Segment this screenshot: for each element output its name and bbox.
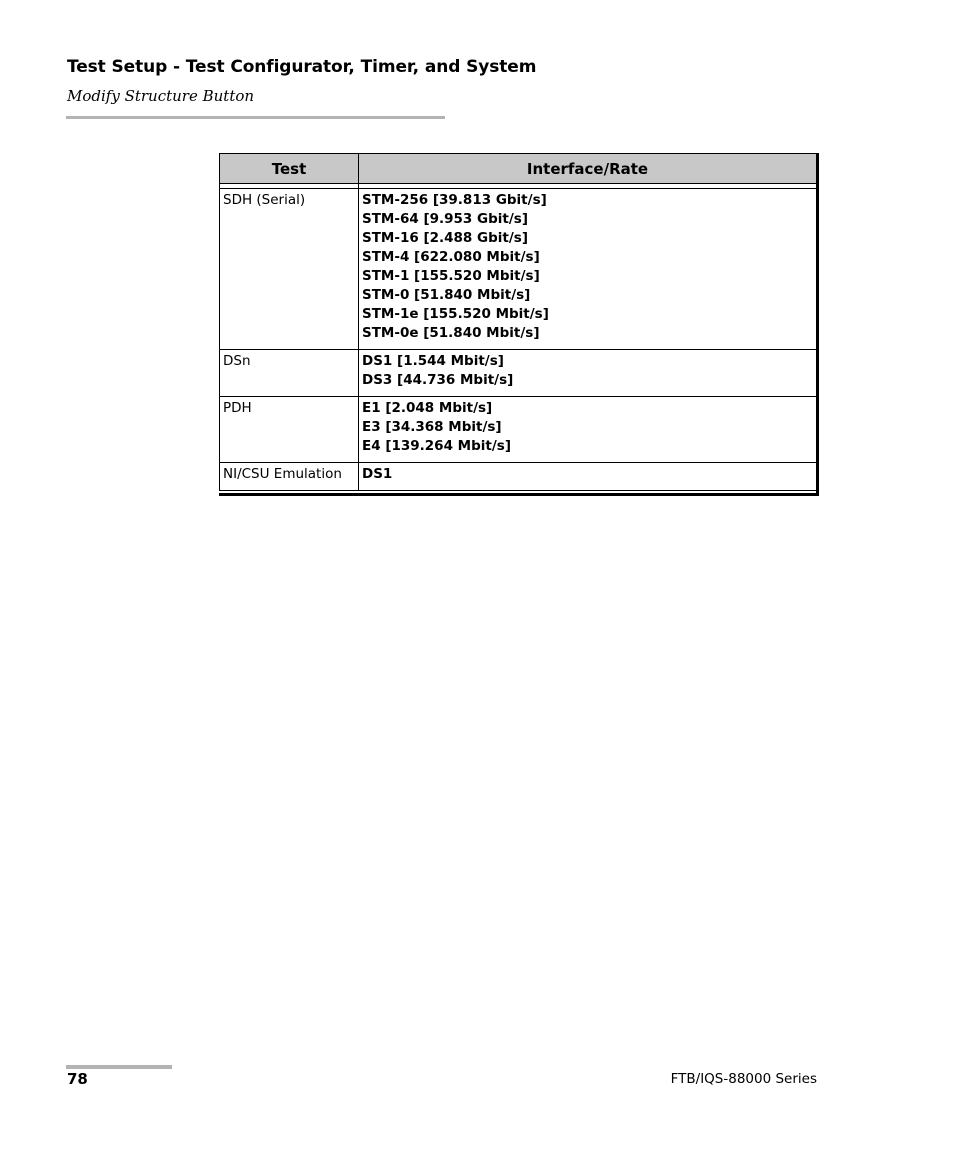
- column-header-test: Test: [220, 154, 359, 184]
- interface-rate-item: STM-1 [155.520 Mbit/s]: [362, 268, 540, 284]
- rate-table-frame: [219, 153, 819, 496]
- interface-rate-item: STM-0 [51.840 Mbit/s]: [362, 287, 531, 303]
- test-cell: NI/CSU Emulation: [220, 463, 359, 491]
- interface-rate-cell: [359, 397, 817, 463]
- header-rule: [66, 116, 445, 119]
- table-header-row: [220, 154, 817, 184]
- interface-rate-cell: [359, 189, 817, 350]
- interface-rate-item: STM-256 [39.813 Gbit/s]: [362, 192, 547, 208]
- interface-rate-item: E4 [139.264 Mbit/s]: [362, 438, 511, 454]
- table-row: [220, 350, 817, 397]
- page-number: 78: [67, 1070, 88, 1088]
- column-header-interface-rate: Interface/Rate: [359, 154, 817, 184]
- interface-rate-item: E3 [34.368 Mbit/s]: [362, 419, 502, 435]
- rate-table: [219, 153, 817, 491]
- interface-rate-item: STM-1e [155.520 Mbit/s]: [362, 306, 549, 322]
- table-row: [220, 189, 817, 350]
- interface-rate-item: DS1: [362, 466, 393, 482]
- test-cell: PDH: [220, 397, 359, 463]
- interface-rate-cell: [359, 350, 817, 397]
- interface-rate-item: DS1 [1.544 Mbit/s]: [362, 353, 504, 369]
- test-cell: SDH (Serial): [220, 189, 359, 350]
- table-row: [220, 397, 817, 463]
- table-row: [220, 463, 817, 491]
- subtitle: Modify Structure Button: [67, 87, 255, 105]
- interface-rate-item: STM-4 [622.080 Mbit/s]: [362, 249, 540, 265]
- interface-rate-cell: [359, 463, 817, 491]
- section-title: Test Setup - Test Configurator, Timer, and System: [67, 57, 537, 77]
- test-cell: DSn: [220, 350, 359, 397]
- interface-rate-item: STM-16 [2.488 Gbit/s]: [362, 230, 528, 246]
- interface-rate-item: STM-0e [51.840 Mbit/s]: [362, 325, 540, 341]
- interface-rate-item: E1 [2.048 Mbit/s]: [362, 400, 493, 416]
- interface-rate-item: DS3 [44.736 Mbit/s]: [362, 372, 514, 388]
- footer-rule: [66, 1065, 172, 1069]
- series-label: FTB/IQS-88000 Series: [670, 1071, 817, 1087]
- interface-rate-item: STM-64 [9.953 Gbit/s]: [362, 211, 528, 227]
